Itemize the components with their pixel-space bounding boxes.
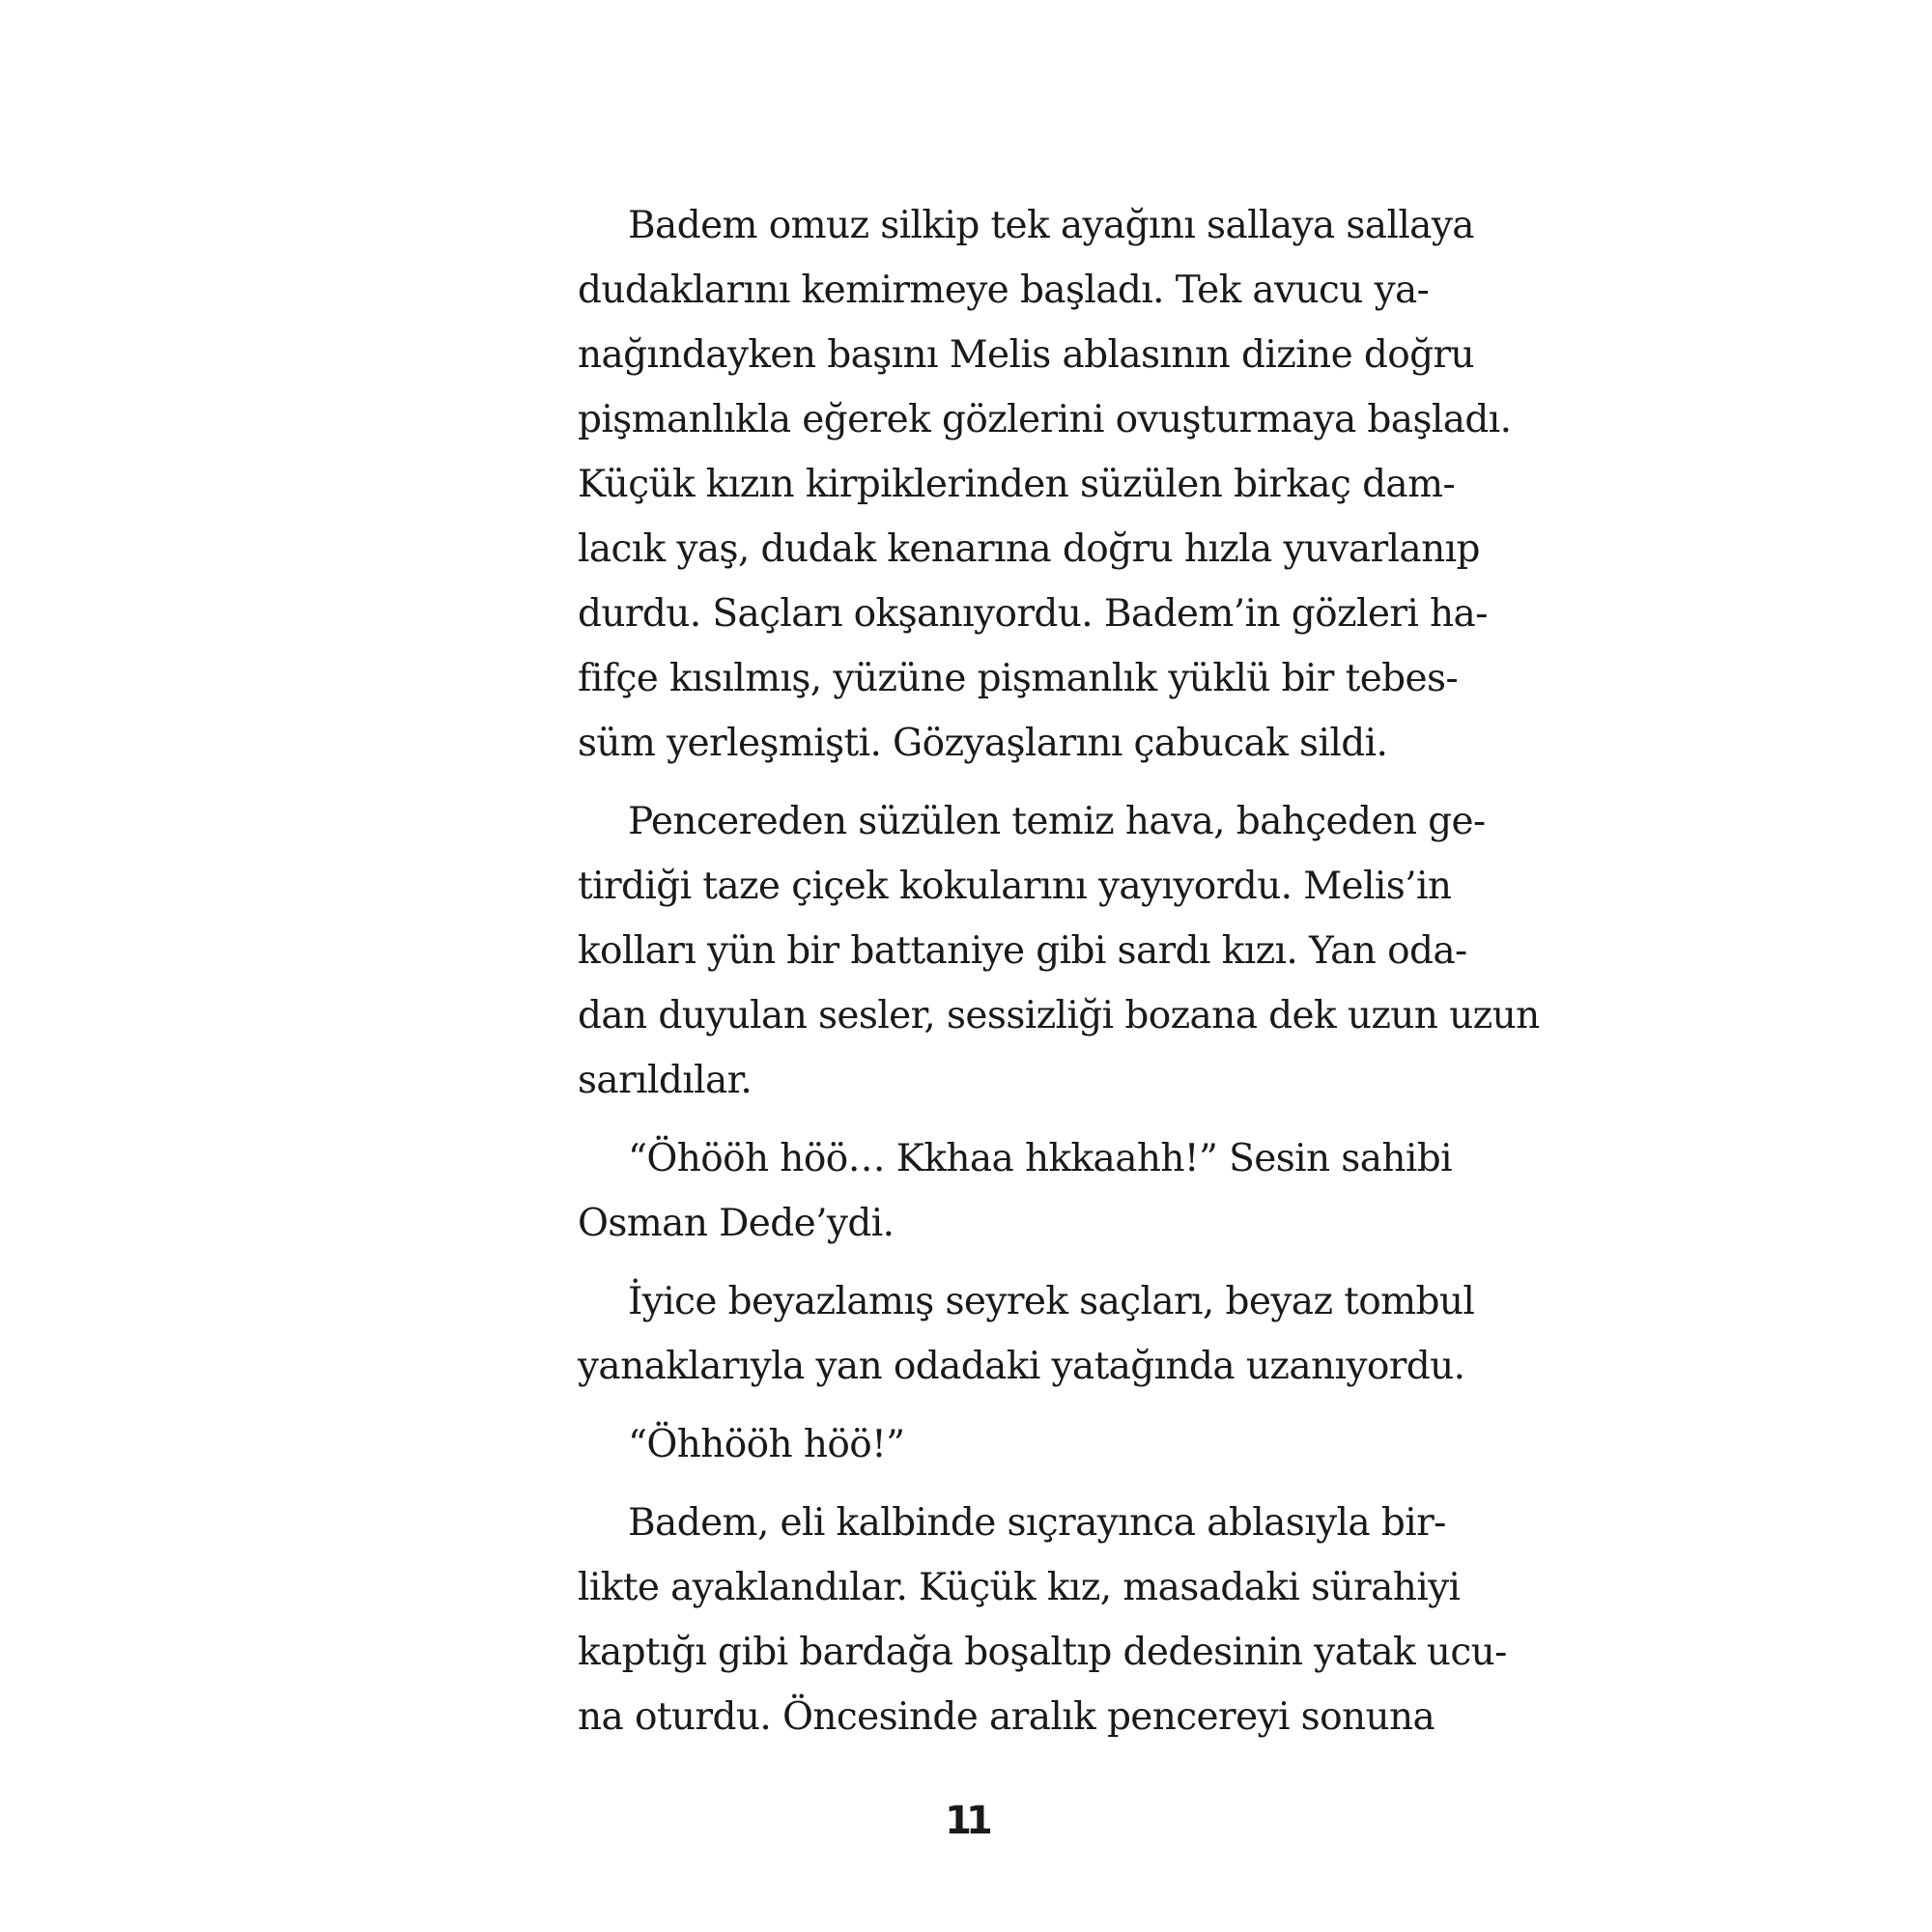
text-line: na oturdu. Öncesinde aralık pencereyi sonuna [578, 1695, 1435, 1739]
body-text [578, 193, 1540, 1763]
text-line: kaptığı gibi bardağa boşaltıp dedesinin yatak ucu- [578, 1631, 1507, 1674]
text-line: Küçük kızın kirpiklerinden süzülen birkaç dam- [578, 463, 1456, 506]
text-line: süm yerleşmişti. Gözyaşlarını çabucak sildi. [578, 722, 1388, 765]
paragraph-6 [578, 1491, 1507, 1749]
paragraph-1 [578, 193, 1512, 776]
text-line: fifçe kısılmış, yüzüne pişmanlık yüklü bir tebes- [578, 657, 1459, 700]
text-line: dan duyulan sesler, sessizliği bozana dek uzun uzun [578, 994, 1540, 1037]
text-line: pişmanlıkla eğerek gözlerini ovuşturmaya başladı. [578, 398, 1512, 441]
text-line: İyice beyazlamış seyrek saçları, beyaz tombul [628, 1280, 1475, 1323]
text-line: dudaklarını kemirmeye başladı. Tek avucu ya- [578, 269, 1430, 312]
text-line: likte ayaklandılar. Küçük kız, masadaki sürahiyi [578, 1566, 1461, 1609]
text-line: lacık yaş, dudak kenarına doğru hızla yuvarlanıp [578, 527, 1480, 571]
paragraph-2 [578, 789, 1540, 1113]
text-line: durdu. Saçları okşanıyordu. Badem’in gözleri ha- [578, 592, 1488, 636]
paragraph-5 [578, 1412, 1395, 1477]
text-line: nağındayken başını Melis ablasının dizine doğru [578, 333, 1475, 377]
paragraph-4 [578, 1269, 1475, 1399]
text-line: “Öhööh höö… Kkhaa hkkaahh!” Sesin sahibi [628, 1137, 1452, 1180]
text-line: kolları yün bir battaniye gibi sardı kızı. Yan oda- [578, 929, 1467, 973]
page-number: 11 [945, 1799, 987, 1843]
text-line: Pencereden süzülen temiz hava, bahçeden ge- [628, 800, 1486, 843]
text-line: yanaklarıyla yan odadaki yatağında uzanıyordu. [578, 1345, 1465, 1388]
paragraph-3 [578, 1126, 1452, 1256]
text-line: “Öhhööh höö!” [628, 1423, 905, 1466]
text-line: Badem omuz silkip tek ayağını sallaya sallaya [628, 204, 1474, 247]
text-line: sarıldılar. [578, 1059, 753, 1102]
text-line: Badem, eli kalbinde sıçrayınca ablasıyla bir- [628, 1501, 1446, 1545]
text-line: Osman Dede’ydi. [578, 1202, 895, 1245]
text-line: tirdiği taze çiçek kokularını yayıyordu. Melis’in [578, 865, 1452, 908]
